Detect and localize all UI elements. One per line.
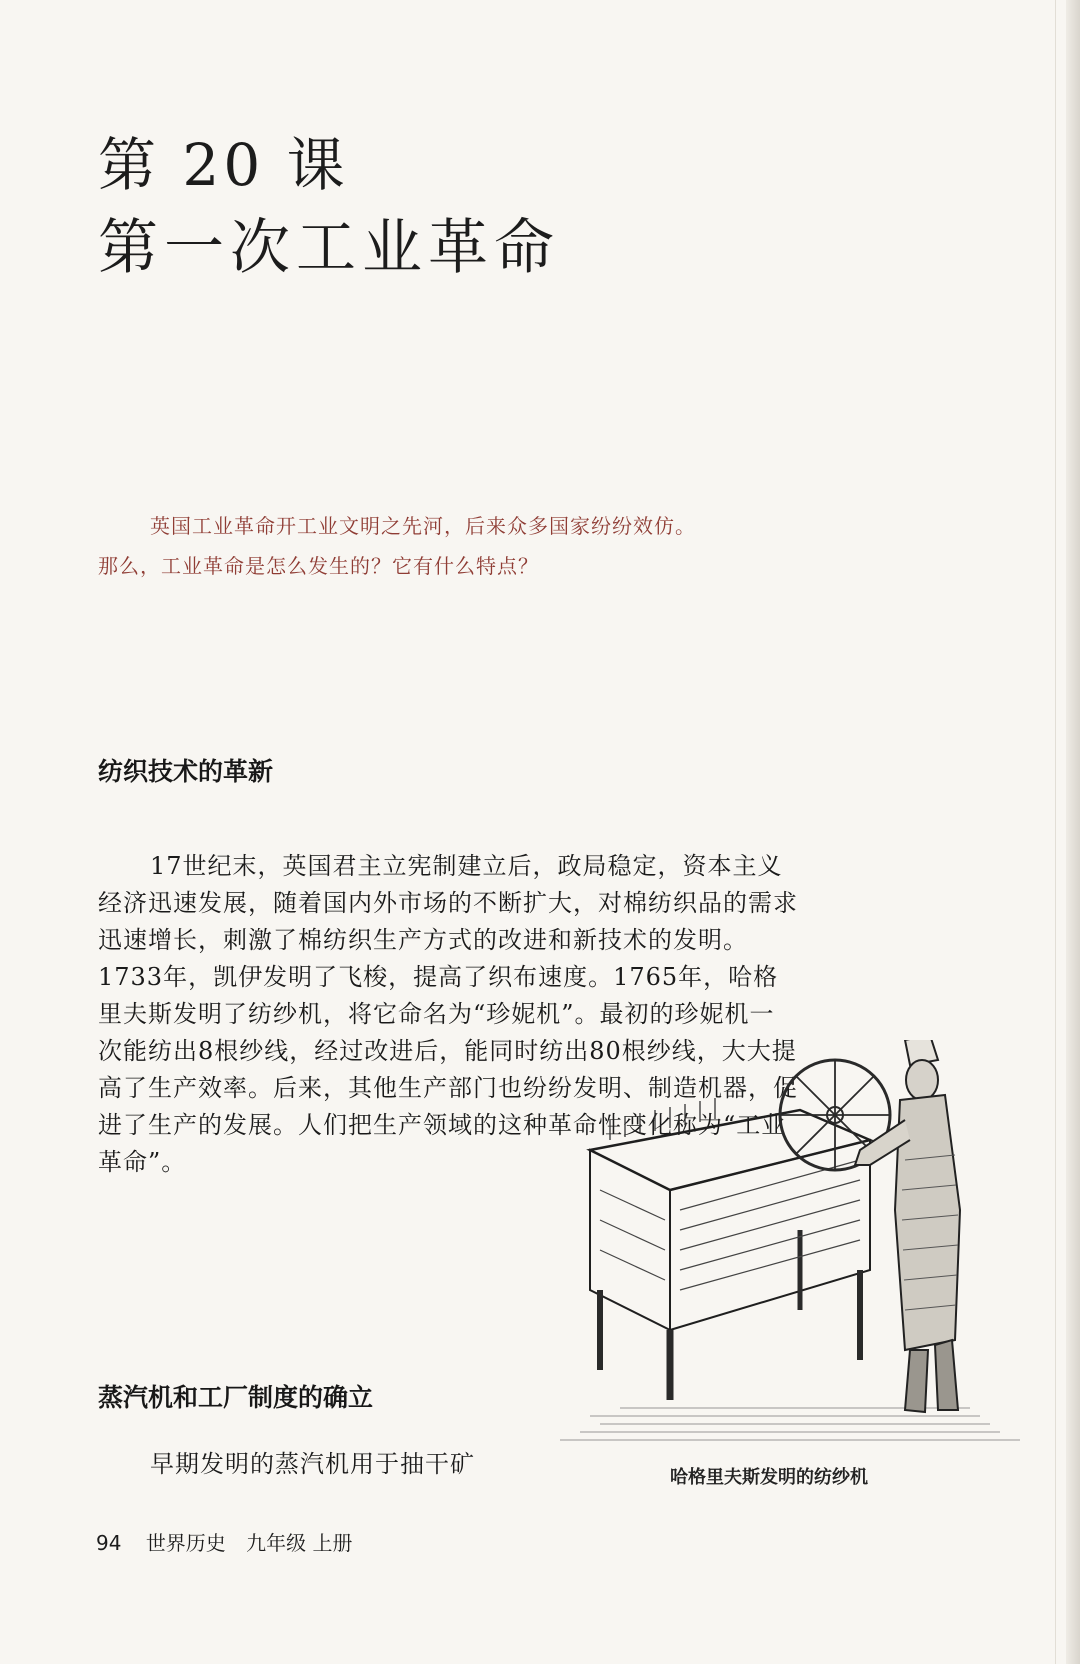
paragraph-steam	[98, 1446, 528, 1483]
figure-caption: 哈格里夫斯发明的纺纱机	[670, 1467, 868, 1488]
lesson-title: 第一次工业革命	[98, 213, 560, 283]
page-edge-line	[1055, 0, 1056, 1664]
page-number: 94	[96, 1531, 122, 1555]
page-footer	[96, 1527, 353, 1556]
section-heading-steam: 蒸汽机和工厂制度的确立	[98, 1383, 374, 1412]
book-grade: 九年级	[246, 1531, 307, 1555]
page-edge	[1066, 0, 1080, 1664]
intro-text: 英国工业革命开工业文明之先河，后来众多国家纷纷效仿。那么，工业革命是怎么发生的？它有什么特点？	[98, 514, 696, 578]
paragraph-textile-text: 17世纪末，英国君主立宪制建立后，政局稳定，资本主义经济迅速发展，随着国内外市场的不断扩大，对棉纺织品的需求迅速增长，刺激了棉纺织生产方式的改进和新技术的发明。1733年，凯伊发明了飞梭，提高了织布速度。1765年，哈格里夫斯发明了纺纱机，将它命名为“珍妮机”。最初的珍妮机一次能纺出8根纱线，经过改进后，能同时纺出80根纱线，大大提高了生产效率。后来，其他生产部门也纷纷发明、制造机器，促进了生产的发展。人们把生产领域的这种革命性变化称为“工业革命”。	[98, 852, 798, 1176]
book-title: 世界历史	[145, 1531, 226, 1555]
paragraph-steam-text: 早期发明的蒸汽机用于抽干矿	[150, 1450, 475, 1478]
book-volume: 上册	[312, 1531, 353, 1555]
spinning-jenny-illustration	[560, 1040, 1030, 1460]
section-heading-textile: 纺织技术的革新	[98, 757, 274, 786]
lesson-number: 第 20 课	[98, 131, 349, 199]
